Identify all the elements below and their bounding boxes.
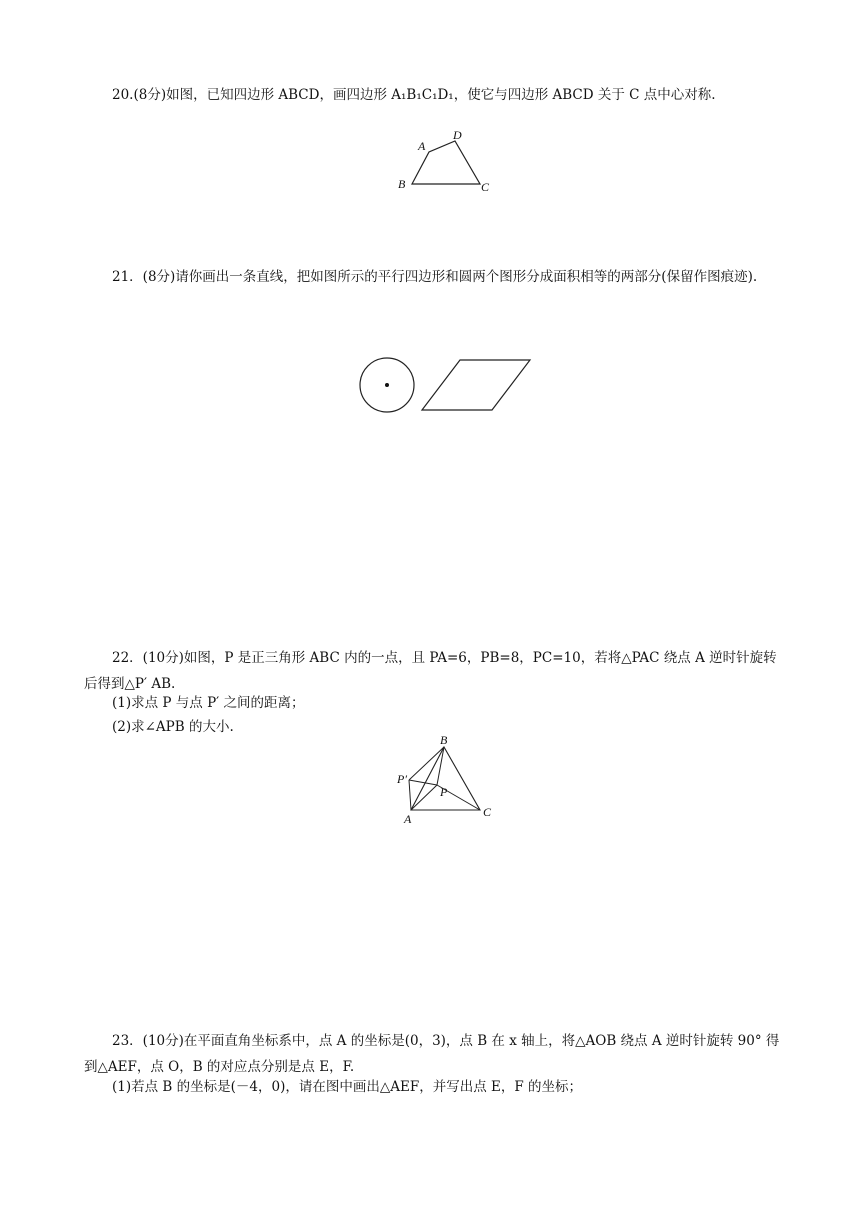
- circle-center-dot: [385, 383, 389, 387]
- segment-pa: [411, 785, 437, 810]
- question-20-text: 20.(8分)如图，已知四边形 ABCD，画四边形 A₁B₁C₁D₁，使它与四边形 ABCD 关于 C 点中心对称.: [112, 87, 716, 103]
- figure-triangle-abc-with-p: [390, 732, 505, 828]
- label-a: A: [404, 812, 412, 826]
- segment-ppa: [409, 780, 411, 810]
- label-p-prime: P′: [397, 772, 407, 786]
- question-22-part-1: (1)求点 P 与点 P′ 之间的距离；: [112, 695, 305, 711]
- label-a: A: [418, 139, 426, 153]
- question-23-part-1: (1)若点 B 的坐标是(－4，0)，请在图中画出△AEF，并写出点 E，F 的坐标；: [112, 1079, 582, 1095]
- label-b: B: [398, 177, 406, 191]
- question-23-text: 23．(10分)在平面直角坐标系中，点 A 的坐标是(0，3)，点 B 在 x 轴上，将△AOB 绕点 A 逆时针旋转 90° 得到△AEF，点 O，B 的对应点分别是点 E，F.: [84, 1033, 780, 1075]
- parallelogram-shape: [422, 360, 530, 410]
- figure-quadrilateral-abcd: [390, 124, 500, 196]
- figure-circle-and-parallelogram: [355, 355, 540, 415]
- question-21-text: 21．(8分)请你画出一条直线，把如图所示的平行四边形和圆两个图形分成面积相等的两部分(保留作图痕迹).: [112, 269, 758, 285]
- segment-ppp: [409, 780, 437, 785]
- label-c: C: [481, 180, 490, 194]
- label-d: D: [453, 128, 462, 142]
- label-c: C: [483, 805, 492, 819]
- question-22-part-2: (2)求∠APB 的大小.: [112, 719, 234, 735]
- label-b: B: [440, 733, 448, 747]
- label-p: P: [440, 785, 448, 799]
- question-22-text: 22．(10分)如图，P 是正三角形 ABC 内的一点，且 PA=6，PB=8，PC=10，若将△PAC 绕点 A 逆时针旋转后得到△P′ AB.: [84, 650, 777, 692]
